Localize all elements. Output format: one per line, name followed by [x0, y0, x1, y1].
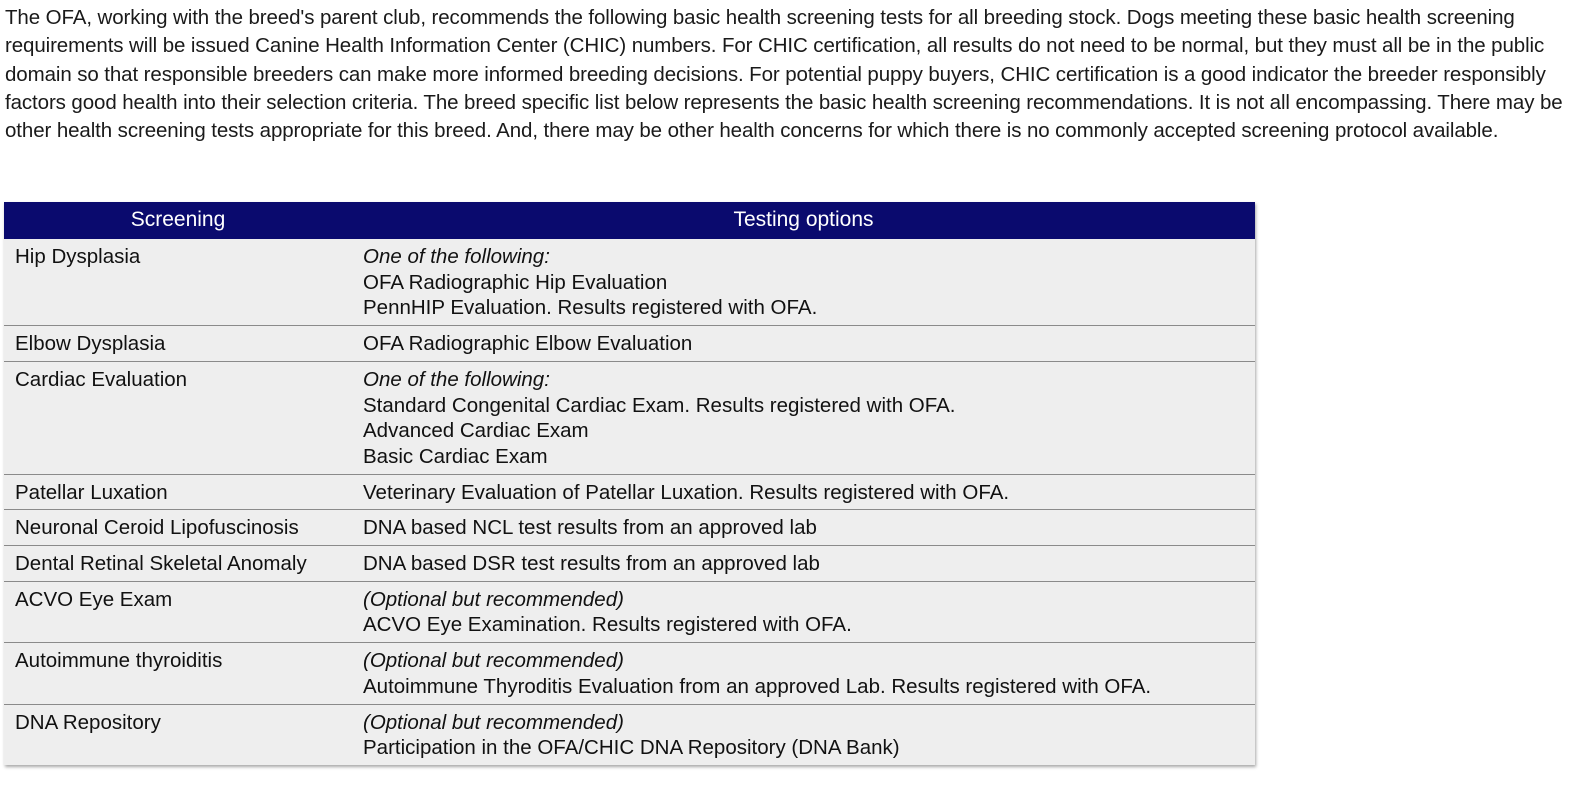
- table-row: [4, 643, 1255, 704]
- table-row: [4, 326, 1255, 362]
- testing-option: Basic Cardiac Exam: [363, 444, 548, 468]
- screening-cell: Elbow Dysplasia: [4, 326, 352, 362]
- table-row: [4, 704, 1255, 765]
- testing-option: Participation in the OFA/CHIC DNA Repository (DNA Bank): [363, 736, 900, 760]
- table-row: [4, 546, 1255, 582]
- testing-option: Advanced Cardiac Exam: [363, 419, 589, 443]
- option-note: (Optional but recommended): [363, 587, 624, 611]
- testing-option: Veterinary Evaluation of Patellar Luxation. Results registered with OFA.: [363, 480, 1010, 504]
- screening-cell: Patellar Luxation: [4, 474, 352, 510]
- testing-options-cell: [352, 643, 1255, 704]
- screening-cell: Dental Retinal Skeletal Anomaly: [4, 546, 352, 582]
- testing-option: Standard Congenital Cardiac Exam. Results registered with OFA.: [363, 393, 956, 417]
- screening-cell: Autoimmune thyroiditis: [4, 643, 352, 704]
- health-screening-table: [4, 202, 1255, 765]
- table-header-row: [4, 202, 1255, 239]
- table-row: [4, 361, 1255, 474]
- option-note: One of the following:: [363, 245, 550, 268]
- testing-option: DNA based DSR test results from an approved lab: [363, 552, 820, 576]
- screening-cell: Cardiac Evaluation: [4, 361, 352, 474]
- testing-options-cell: [352, 704, 1255, 765]
- testing-option: PennHIP Evaluation. Results registered with OFA.: [363, 296, 818, 320]
- table-row: [4, 474, 1255, 510]
- table-row: [4, 510, 1255, 546]
- testing-option: Autoimmune Thyroditis Evaluation from an approved Lab. Results registered with OFA.: [363, 674, 1152, 698]
- testing-option: OFA Radiographic Elbow Evaluation: [363, 332, 693, 356]
- option-note: (Optional but recommended): [363, 710, 624, 734]
- testing-option: ACVO Eye Examination. Results registered with OFA.: [363, 613, 852, 637]
- testing-options-cell: [352, 326, 1255, 362]
- screening-cell: Hip Dysplasia: [4, 239, 352, 326]
- testing-options-cell: [352, 510, 1255, 546]
- testing-options-cell: [352, 474, 1255, 510]
- screening-cell: DNA Repository: [4, 704, 352, 765]
- table-row: [4, 581, 1255, 642]
- testing-options-cell: [352, 239, 1255, 326]
- table-body: [4, 239, 1255, 765]
- column-header-testing-options: Testing options: [352, 202, 1255, 239]
- screening-cell: Neuronal Ceroid Lipofuscinosis: [4, 510, 352, 546]
- column-header-screening: Screening: [4, 202, 352, 239]
- option-note: One of the following:: [363, 367, 550, 391]
- option-note: (Optional but recommended): [363, 649, 624, 673]
- testing-options-cell: [352, 581, 1255, 642]
- intro-paragraph: The OFA, working with the breed's parent club, recommends the following basic health screening tests for all breeding stock. Dogs meeting these basic health screening requirements will be issued Canine Health Information Center (CHIC) numbers. For CHIC certification, all results do not need to be normal, but they must all be in the public domain so that responsible breeders can make more informed breeding decisions. For potential puppy buyers, CHIC certification is a good indicator the breeder responsibly factors good health into their selection criteria. The breed specific list below represents the basic health screening recommendations. It is not all encompassing. There may be other health screening tests appropriate for this breed. And, there may be other health concerns for which there is no commonly accepted screening protocol available.: [5, 6, 1563, 143]
- testing-option: DNA based NCL test results from an approved lab: [363, 516, 817, 540]
- screening-cell: ACVO Eye Exam: [4, 581, 352, 642]
- testing-option: OFA Radiographic Hip Evaluation: [363, 270, 668, 294]
- table-row: [4, 239, 1255, 326]
- testing-options-cell: [352, 546, 1255, 582]
- testing-options-cell: [352, 361, 1255, 474]
